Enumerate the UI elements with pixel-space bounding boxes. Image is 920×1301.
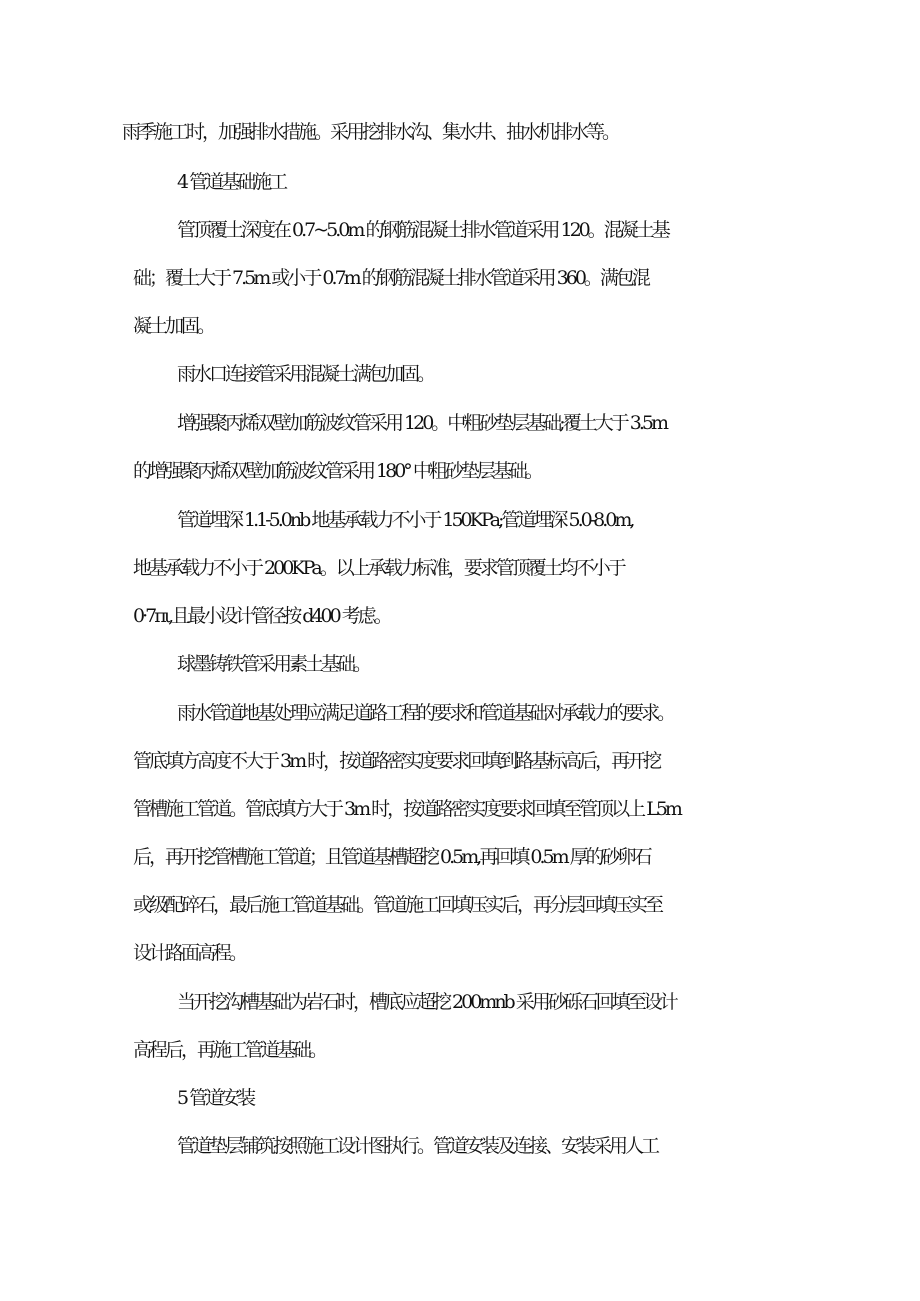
paragraph-line: 管道垫层铺筑按照施工设计图执行。管道安装及连接、安装采用人工 [177, 1135, 658, 1157]
section-heading: 5 管道安装 [177, 1087, 254, 1109]
paragraph-line: 当开挖沟槽基础为岩石时，槽底应超挖 200mnb 采用砂砾石回填至设计 [177, 991, 676, 1013]
paragraph-line: 高程后，再施工管道基础。 [133, 1039, 326, 1061]
paragraph-line: 雨水管道地基处理应满足道路工程的要求和管道基础对承载力的要求。 [177, 702, 674, 724]
paragraph-line: 管顶覆土深度在 0.7~5.0m 的钢筋混凝土排水管道采用 120。混凝土基 [177, 219, 668, 241]
paragraph-line: 凝土加固。 [133, 315, 214, 337]
paragraph-line: 增强聚丙烯双壁加筋波纹管采用 120。中粗砂垫层基础;覆土大于 3.5m [177, 412, 666, 434]
paragraph-line: 设计路面高程。 [133, 942, 246, 964]
paragraph-line: 后，再开挖管槽施工管道；且管道基槽超挖 0.5m,再回填 0.5m 厚的砂卵石 [133, 846, 650, 868]
paragraph-line: 地基承载力不小于 200KPa。以上承载力标准，要求管顶覆土均不小于 [133, 557, 624, 579]
paragraph-line: 雨水口连接管采用混凝土满包加固。 [177, 363, 434, 385]
paragraph-line: 或级配碎石，最后施工管道基础。管道施工回填压实后，再分层回填压实至 [133, 894, 662, 916]
paragraph-line: 的增强聚丙烯双壁加筋波纹管采用 180° 中粗砂垫层基础。 [133, 460, 541, 482]
paragraph-line: 0·7πι,且最小设计管径按 d400 考虑。 [133, 605, 390, 627]
paragraph-line: 球墨铸铁管采用素土基础。 [177, 653, 370, 675]
paragraph-line: 础；覆土大于 7.5m 或小于 0.7m 的钢筋混凝土排水管道采用 360。满包混 [133, 267, 648, 289]
paragraph-line: 管底填方高度不大于 3m 时，按道路密实度要求回填到路基标高后，再开挖 [133, 750, 660, 772]
paragraph-line: 雨季施工时，加强排水措施。采用挖排水沟、集水井、抽水机排水等。 [122, 121, 619, 143]
section-heading: 4 管道基础施工 [177, 171, 286, 193]
paragraph-line: 管道埋深 1.1-5.0nb 地基承载力不小于 150KPa;管道埋深 5.0-8.0m, [177, 509, 633, 531]
paragraph-line: 管槽施工管道。管底填方大于 3m 时，按道路密实度要求回填至管顶以上 L5m [133, 798, 680, 820]
